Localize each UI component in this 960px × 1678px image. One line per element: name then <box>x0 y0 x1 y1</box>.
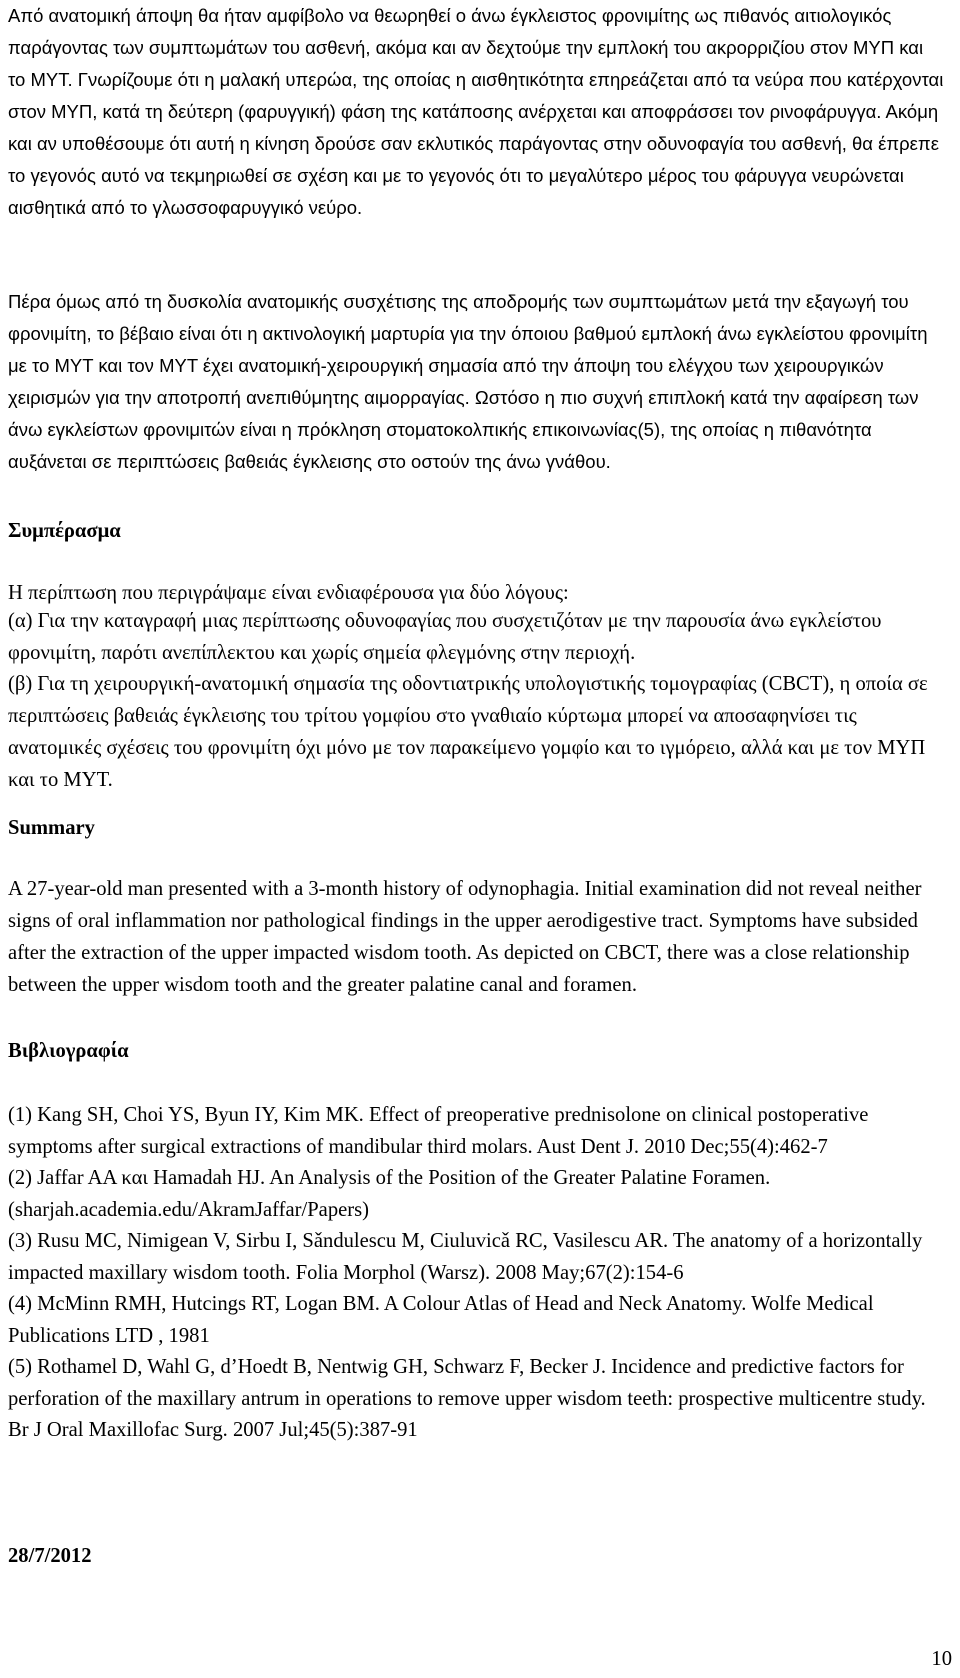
summary-text: A 27-year-old man presented with a 3-month history of odynophagia. Initial examination did not reveal neither signs of oral inflammation nor pathological findings in the upper aerodigestive tract. Symptoms have subsided after the extraction of the upper impacted wisdom tooth. As depicted on CBCT, there was a close relationship between the upper wisdom tooth and the greater palatine canal and foramen. <box>8 878 922 996</box>
reference-item-3: (3) Rusu MC, Nimigean V, Sirbu I, Sǎndulescu M, Ciuluvicǎ RC, Vasilescu AR. The anatomy of a horizontally impacted maxillary wisdom tooth. Folia Morphol (Warsz). 2008 May;67(2):154-6 <box>8 1230 923 1284</box>
reference-list <box>8 1100 944 1447</box>
body-paragraph-2: Πέρα όμως από τη δυσκολία ανατομικής συσχέτισης της αποδρομής των συμπτωμάτων μετά την εξαγωγή του φρονιμίτη, το βέβαιο είναι ότι η ακτινολογική μαρτυρία για την όποιου βαθμού εμπλοκή άνω εγκλείστου φρονιμίτη με το ΜΥΤ και τον ΜΥΤ έχει ανατομική-χειρουργική σημασία από την άποψη του ελέγχου των χειρουργικών χειρισμών για την αποτροπή ανεπιθύμητης αιμορραγίας. Ωστόσο η πιο συχνή επιπλοκή κατά την αφαίρεση των άνω εγκλείστων φρονιμιτών είναι η πρόκληση στοματοκολπικής επικοινωνίας(5), της οποίας η πιθανότητα αυξάνεται σε περιπτώσεις βαθειάς έγκλεισης στο οστούν της άνω γνάθου. <box>8 291 928 472</box>
summary-heading: Summary <box>8 817 95 839</box>
document-date: 28/7/2012 <box>8 1545 92 1567</box>
reference-item-4: (4) McMinn RMH, Hutcings RT, Logan BM. A Colour Atlas of Head and Neck Anatomy. Wolfe Medical Publications LTD , 1981 <box>8 1293 874 1347</box>
page-number: 10 <box>931 1648 952 1670</box>
reference-item-2: (2) Jaffar AA και Hamadah HJ. An Analysis of the Position of the Greater Palatine Foramen. (sharjah.academia.edu/AkramJaffar/Papers) <box>8 1167 771 1221</box>
document-page <box>8 0 944 1678</box>
references-heading: Βιβλιογραφία <box>8 1040 129 1062</box>
conclusion-heading: Συμπέρασμα <box>8 520 121 542</box>
conclusion-point-b: (β) Για τη χειρουργική-ανατομική σημασία της οδοντιατρικής υπολογιστικής τομογραφίας (CBCT), η οποία σε περιπτώσεις βαθειάς έγκλεισης του τρίτου γομφίου στο γναθιαίο κύρτωμα μπορεί να αποσαφηνίσει τις ανατομικές σχέσεις του φρονιμίτη όχι μόνο με τον παρακείμενο γομφίο και το ιγμόρειο, αλλά και με τον ΜΥΠ και το ΜΥΤ. <box>8 673 928 791</box>
reference-item-5: (5) Rothamel D, Wahl G, d’Hoedt B, Nentwig GH, Schwarz F, Becker J. Incidence and predictive factors for perforation of the maxillary antrum in operations to remove upper wisdom teeth: prospective multicentre study. Br J Oral Maxillofac Surg. 2007 Jul;45(5):387-91 <box>8 1356 926 1441</box>
conclusion-intro: Η περίπτωση που περιγράψαμε είναι ενδιαφέρουσα για δύο λόγους: <box>8 582 569 604</box>
conclusion-point-a: (α) Για την καταγραφή μιας περίπτωσης οδυνοφαγίας που συσχετιζόταν με την παρουσία άνω εγκλείστου φρονιμίτη, παρότι ανεπίπλεκτου και χωρίς σημεία φλεγμόνης στην περιοχή. <box>8 610 882 664</box>
body-paragraph-1: Από ανατομική άποψη θα ήταν αμφίβολο να θεωρηθεί ο άνω έγκλειστος φρονιμίτης ως πιθανός αιτιολογικός παράγοντας των συμπτωμάτων του ασθενή, ακόμα και αν δεχτούμε την εμπλοκή του ακρορριζίου στον ΜΥΠ και το ΜΥΤ. Γνωρίζουμε ότι η μαλακή υπερώα, της οποίας η αισθητικότητα επηρεάζεται από τα νεύρα που κατέρχονται στον ΜΥΠ, κατά τη δεύτερη (φαρυγγική) φάση της κατάποσης ανέρχεται και αποφράσσει τον ρινοφάρυγγα. Ακόμη και αν υποθέσουμε ότι αυτή η κίνηση δρούσε σαν εκλυτικός παράγοντας στην οδυνοφαγία του ασθενή, θα έπρεπε το γεγονός αυτό να τεκμηριωθεί σε σχέση και με το γεγονός ότι το μεγαλύτερο μέρος του φάρυγγα νευρώνεται αισθητικά από το γλωσσοφαρυγγικό νεύρο. <box>8 5 944 218</box>
reference-item-1: (1) Kang SH, Choi YS, Byun IY, Kim MK. Effect of preoperative prednisolone on clinical postoperative symptoms after surgical extractions of mandibular third molars. Aust Dent J. 2010 Dec;55(4):462-7 <box>8 1104 869 1158</box>
